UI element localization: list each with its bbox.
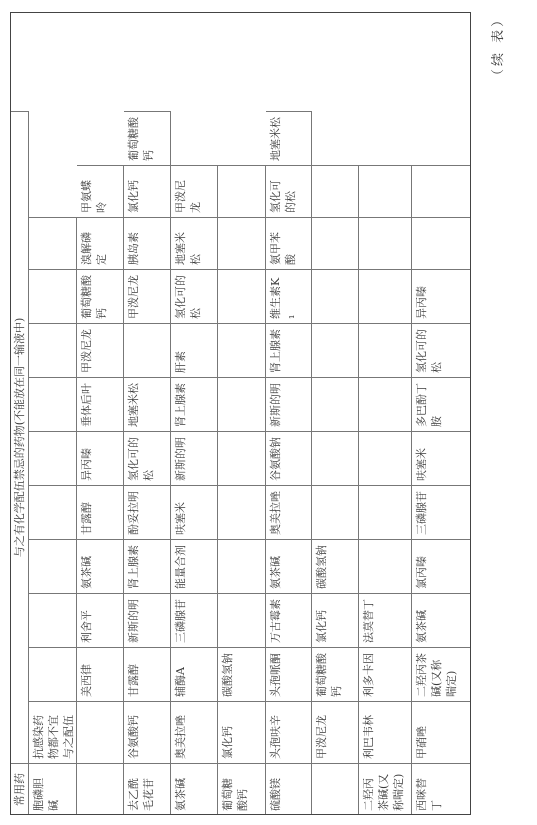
incompatible-drug-cell: 甘露醇 bbox=[77, 485, 124, 539]
incompatible-drug-cell bbox=[218, 377, 266, 431]
incompatible-drug-cell bbox=[359, 377, 412, 431]
incompatible-drug-cell: 地塞米松 bbox=[171, 217, 218, 269]
incompatible-drug-cell bbox=[359, 539, 412, 593]
incompatible-drug-cell bbox=[29, 323, 77, 377]
drug-name-cell: 胞磷胆碱 bbox=[29, 763, 77, 815]
incompatible-drug-cell: 胰岛素 bbox=[124, 217, 171, 269]
incompatible-drug-cell bbox=[218, 217, 266, 269]
incompatible-drug-cell bbox=[29, 485, 77, 539]
incompatible-drug-cell: 甲泼尼龙 bbox=[77, 323, 124, 377]
incompatible-drug-cell bbox=[29, 647, 77, 701]
incompatible-drug-cell: 新斯的明 bbox=[124, 593, 171, 647]
incompatible-drug-cell: 葡萄糖酸钙 bbox=[124, 111, 171, 165]
incompatible-drug-cell: 利多卡因 bbox=[359, 647, 412, 701]
incompatible-drug-cell: 维生素K₁ bbox=[266, 269, 312, 323]
incompatible-drug-cell bbox=[412, 165, 471, 217]
incompatible-drug-cell bbox=[359, 269, 412, 323]
incompatible-drug-cell: 异丙嗪 bbox=[77, 431, 124, 485]
incompatible-drug-cell: 肾上腺素 bbox=[124, 539, 171, 593]
incompatible-drug-cell bbox=[218, 593, 266, 647]
incompatible-drug-cell bbox=[29, 593, 77, 647]
header-drug: 常用药 bbox=[10, 763, 29, 815]
incompatible-drug-cell bbox=[312, 165, 359, 217]
incompatible-drug-cell: 呋塞米 bbox=[412, 431, 471, 485]
incompatible-drug-cell: 法莫替丁 bbox=[359, 593, 412, 647]
incompatible-drug-cell: 甲泼尼龙 bbox=[312, 701, 359, 763]
incompatible-drug-cell bbox=[359, 323, 412, 377]
incompatible-drug-cell: 地塞米松 bbox=[266, 111, 312, 165]
incompatible-drug-cell bbox=[218, 539, 266, 593]
incompatible-drug-cell bbox=[29, 217, 77, 269]
incompatible-drug-cell: 甲泼尼龙 bbox=[171, 165, 218, 217]
incompatible-drug-cell bbox=[312, 431, 359, 485]
incompatible-drug-cell: 异丙嗪 bbox=[412, 269, 471, 323]
drug-name-cell bbox=[312, 763, 359, 815]
incompatible-drug-cell: 甲泼尼龙 bbox=[124, 269, 171, 323]
incompatible-drug-cell: 氨茶碱 bbox=[412, 593, 471, 647]
incompatible-drug-cell: 溴解磷定 bbox=[77, 217, 124, 269]
drug-name-cell: 去乙酰毛花苷 bbox=[124, 763, 171, 815]
incompatible-drug-cell: 万古霉素 bbox=[266, 593, 312, 647]
incompatible-drug-cell: 利巴韦林 bbox=[359, 701, 412, 763]
incompatible-drug-cell bbox=[218, 165, 266, 217]
incompatible-drug-cell bbox=[312, 377, 359, 431]
incompatible-drug-cell: 氢化可的松 bbox=[412, 323, 471, 377]
incompatible-drug-cell: 氯化钙 bbox=[218, 701, 266, 763]
incompatible-drug-cell: 奥美拉唑 bbox=[266, 485, 312, 539]
incompatible-drug-cell bbox=[312, 269, 359, 323]
incompatible-drug-cell: 氨茶碱 bbox=[77, 539, 124, 593]
drug-name-cell: 氨茶碱 bbox=[171, 763, 218, 815]
incompatible-drug-cell bbox=[359, 485, 412, 539]
drug-name-cell: 二羟丙茶碱(又称喘定) bbox=[359, 763, 412, 815]
incompatible-drug-cell bbox=[29, 539, 77, 593]
incompatible-drug-cell: 多巴酚丁胺 bbox=[412, 377, 471, 431]
incompatible-drug-cell: 头孢哌酮 bbox=[266, 647, 312, 701]
incompatible-drug-cell bbox=[359, 431, 412, 485]
incompatible-drug-cell: 地塞米松 bbox=[124, 377, 171, 431]
incompatible-drug-cell: 三磷腺苷 bbox=[412, 485, 471, 539]
incompatible-drug-cell bbox=[218, 431, 266, 485]
incompatible-drug-cell: 葡萄糖酸钙 bbox=[312, 647, 359, 701]
incompatible-drug-cell: 垂体后叶 bbox=[77, 377, 124, 431]
incompatible-drug-cell: 氨甲苯酸 bbox=[266, 217, 312, 269]
incompatible-drug-cell bbox=[312, 217, 359, 269]
incompatible-drug-cell bbox=[218, 485, 266, 539]
incompatible-drug-cell: 头孢呋辛 bbox=[266, 701, 312, 763]
incompatible-drug-cell bbox=[77, 701, 124, 763]
drug-name-cell bbox=[77, 763, 124, 815]
incompatible-drug-cell bbox=[312, 485, 359, 539]
incompatible-drug-cell: 呋塞米 bbox=[171, 485, 218, 539]
incompatible-drug-cell bbox=[218, 323, 266, 377]
incompatible-drug-cell: 葡萄糖酸钙 bbox=[77, 269, 124, 323]
incompatible-drug-cell: 氨茶碱 bbox=[266, 539, 312, 593]
incompatible-drug-cell: 谷氨酸钠 bbox=[266, 431, 312, 485]
incompatible-drug-cell: 肾上腺素 bbox=[171, 377, 218, 431]
incompatible-drug-cell: 甲氨蝶呤 bbox=[77, 165, 124, 217]
incompatible-drug-cell: 能量合剂 bbox=[171, 539, 218, 593]
incompatible-drug-cell: 碳酸氢钠 bbox=[218, 647, 266, 701]
header-incompatible: 与之有化学配伍禁忌的药物(不能放在同一输液中) bbox=[10, 111, 29, 763]
incompatible-drug-cell: 氯化钙 bbox=[312, 593, 359, 647]
incompatible-drug-cell bbox=[312, 323, 359, 377]
incompatible-drug-cell: 肝素 bbox=[171, 323, 218, 377]
incompatible-drug-cell: 二羟丙茶碱(又称喘定) bbox=[412, 647, 471, 701]
incompatible-drug-cell: 氢化可的松 bbox=[171, 269, 218, 323]
incompatible-drug-cell: 利舍平 bbox=[77, 593, 124, 647]
drug-name-cell: 硫酸镁 bbox=[266, 763, 312, 815]
incompatible-drug-cell bbox=[359, 217, 412, 269]
incompatible-drug-cell bbox=[29, 269, 77, 323]
incompatible-drug-cell bbox=[29, 377, 77, 431]
incompatible-drug-cell: 奥美拉唑 bbox=[171, 701, 218, 763]
incompatible-drug-cell bbox=[359, 165, 412, 217]
incompatible-drug-cell: 抗感染药物都不宜与之配伍 bbox=[29, 701, 77, 763]
incompatible-drug-cell: 新斯的明 bbox=[266, 377, 312, 431]
drug-name-cell: 葡萄糖酸钙 bbox=[218, 763, 266, 815]
incompatible-drug-cell: 甘露醇 bbox=[124, 647, 171, 701]
incompatible-drug-cell: 新斯的明 bbox=[171, 431, 218, 485]
incompatible-drug-cell: 美西律 bbox=[77, 647, 124, 701]
incompatible-drug-cell: 氢化可的松 bbox=[124, 431, 171, 485]
incompatible-drug-cell: 氯化钙 bbox=[124, 165, 171, 217]
incompatible-drug-cell: 酚妥拉明 bbox=[124, 485, 171, 539]
incompatible-drug-cell: 氯丙嗪 bbox=[412, 539, 471, 593]
incompatible-drug-cell: 肾上腺素 bbox=[266, 323, 312, 377]
incompatible-drug-cell: 谷氨酸钙 bbox=[124, 701, 171, 763]
incompatible-drug-cell: 三磷腺苷 bbox=[171, 593, 218, 647]
incompatible-drug-cell: 氢化可的松 bbox=[266, 165, 312, 217]
incompatible-drug-cell bbox=[218, 269, 266, 323]
continued-label: （续 表） bbox=[491, 10, 506, 82]
incompatible-drug-cell bbox=[124, 323, 171, 377]
incompatible-drug-cell bbox=[412, 217, 471, 269]
incompatible-drug-cell: 甲硝唑 bbox=[412, 701, 471, 763]
incompatible-drug-cell: 碳酸氢钠 bbox=[312, 539, 359, 593]
incompatible-drug-cell: 辅酶A bbox=[171, 647, 218, 701]
drug-name-cell: 西咪替丁 bbox=[412, 763, 471, 815]
incompatible-drug-cell bbox=[29, 431, 77, 485]
